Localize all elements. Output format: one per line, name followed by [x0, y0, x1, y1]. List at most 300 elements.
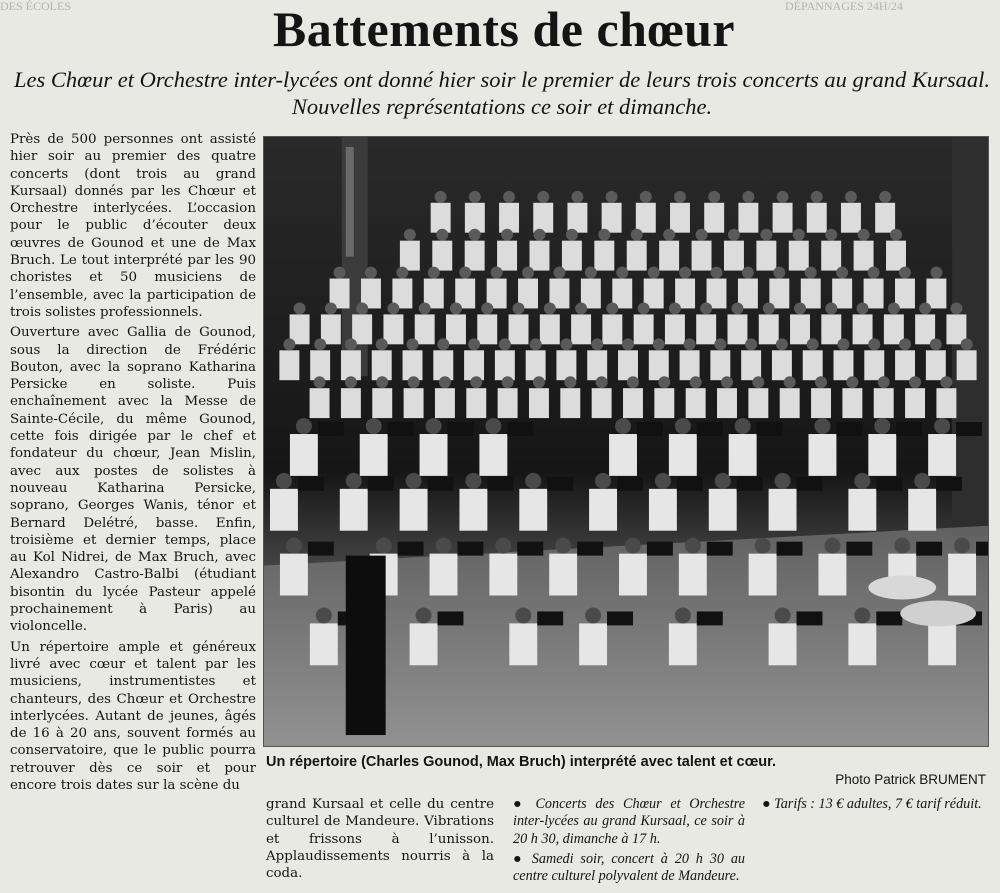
chorister-head [314, 376, 326, 388]
musician-head [406, 473, 422, 489]
chorister-figure [627, 241, 647, 271]
photo-caption: Un répertoire (Charles Gounod, Max Bruch) interprété avec talent et cœur. [266, 754, 777, 770]
chorister-head [679, 267, 691, 279]
chorister-figure [884, 314, 904, 344]
musician-figure [579, 623, 607, 665]
chorister-head [530, 338, 542, 350]
music-stand [916, 542, 942, 556]
chorister-head [878, 376, 890, 388]
chorister-head [387, 302, 399, 314]
chorister-figure [464, 350, 484, 380]
chorister-head [459, 267, 471, 279]
musician-head [485, 418, 501, 434]
music-stand [876, 477, 902, 491]
musician-head [436, 538, 452, 554]
chorister-figure [431, 203, 451, 233]
musician-head [655, 473, 671, 489]
chorister-head [784, 376, 796, 388]
chorister-head [469, 229, 481, 241]
music-stand [577, 542, 603, 556]
adjacent-right-text: DÉPANNAGES 24H/24 [785, 0, 903, 13]
musician-figure [290, 434, 318, 476]
musician-figure [310, 623, 338, 665]
chorister-figure [905, 388, 925, 418]
info-column [513, 796, 745, 893]
music-stand [647, 542, 673, 556]
info-text: Samedi soir, concert à 20 h 30 au centre culturel polyvalent de Mandeure. [513, 850, 745, 885]
paragraph: grand Kursaal et celle du centre culturel de Mandeure. Vibrations et frissons à l’unisson. Applaudissements nourris à la coda. [266, 797, 494, 882]
chorister-head [752, 376, 764, 388]
conductor-figure [346, 556, 386, 735]
chorister-head [436, 229, 448, 241]
chorister-figure [567, 203, 587, 233]
chorister-head [708, 191, 720, 203]
chorister-figure [895, 350, 915, 380]
chorister-figure [790, 314, 810, 344]
chorister-head [663, 229, 675, 241]
chorister-head [606, 302, 618, 314]
chorister-head [745, 338, 757, 350]
music-stand [836, 422, 862, 436]
photo-credit: Photo Patrick BRUMENT [835, 772, 986, 787]
chorister-head [640, 191, 652, 203]
chorister-head [890, 229, 902, 241]
chorister-figure [936, 388, 956, 418]
chorister-head [469, 191, 481, 203]
chorister-figure [602, 314, 622, 344]
chorister-head [404, 229, 416, 241]
chorister-head [868, 338, 880, 350]
chorister-figure [654, 388, 674, 418]
chorister-head [345, 338, 357, 350]
musician-figure [769, 489, 797, 531]
musician-figure [948, 554, 976, 596]
chorister-figure [649, 350, 669, 380]
chorister-figure [530, 241, 550, 271]
musician-head [595, 473, 611, 489]
adjacent-article-bleed [0, 0, 225, 62]
chorister-head [345, 376, 357, 388]
musician-head [296, 418, 312, 434]
musician-figure [280, 554, 308, 596]
chorister-figure [415, 314, 435, 344]
chorister-head [961, 338, 973, 350]
chorister-head [491, 267, 503, 279]
musician-figure [430, 554, 458, 596]
chorister-head [700, 302, 712, 314]
chorister-head [696, 229, 708, 241]
chorister-figure [772, 350, 792, 380]
chorister-figure [738, 203, 758, 233]
chorister-head [435, 191, 447, 203]
music-stand [697, 611, 723, 625]
chorister-head [560, 338, 572, 350]
headline: Battements de chœur [272, 1, 736, 57]
music-stand [846, 542, 872, 556]
music-stand [517, 542, 543, 556]
musician-figure [928, 623, 956, 665]
chorister-figure [509, 314, 529, 344]
chorister-head [899, 267, 911, 279]
chorister-figure [498, 388, 518, 418]
chorister-figure [310, 388, 330, 418]
chorister-figure [807, 203, 827, 233]
chorister-head [522, 267, 534, 279]
info-column-continued [762, 796, 990, 893]
chorister-head [825, 302, 837, 314]
chorister-head [742, 191, 754, 203]
chorister-head [909, 376, 921, 388]
chorister-head [631, 229, 643, 241]
chorister-head [622, 338, 634, 350]
chorister-head [930, 267, 942, 279]
chorister-figure [435, 388, 455, 418]
chorister-figure [372, 388, 392, 418]
music-stand [697, 422, 723, 436]
chorister-head [428, 267, 440, 279]
chorister-figure [341, 388, 361, 418]
chorister-head [314, 338, 326, 350]
info-item [513, 796, 745, 848]
bullet-icon: ● [513, 850, 525, 867]
chorister-figure [526, 350, 546, 380]
chorister-head [283, 338, 295, 350]
chorister-figure [602, 203, 622, 233]
music-stand [457, 542, 483, 556]
musician-head [685, 538, 701, 554]
chorister-figure [957, 350, 977, 380]
chorister-head [591, 338, 603, 350]
paragraph: Près de 500 personnes ont assisté hier soir au premier des quatre concerts (dont trois au grand Kursaal) donnés par les Chœur et Orchestre interlycées. L’occasion pour le public d’écouter deux œuvres de Gounod et une de Max Bruch. Le tout interprété par les 90 choristes et 50 musiciens de l’ensemble, avec la participation de trois solistes professionnels. [10, 132, 256, 320]
chorister-figure [403, 350, 423, 380]
musician-head [814, 418, 830, 434]
chorister-head [439, 376, 451, 388]
chorister-figure [680, 350, 700, 380]
chorister-head [846, 376, 858, 388]
body-column-continued [266, 796, 494, 893]
chorister-figure [433, 350, 453, 380]
chorister-figure [686, 388, 706, 418]
chorister-figure [841, 203, 861, 233]
chorister-figure [875, 203, 895, 233]
chorister-head [690, 376, 702, 388]
chorister-figure [594, 241, 614, 271]
musician-figure [749, 554, 777, 596]
musician-head [426, 418, 442, 434]
concert-photo [263, 136, 989, 747]
chorister-figure [854, 241, 874, 271]
chorister-head [845, 191, 857, 203]
chorister-figure [874, 388, 894, 418]
music-stand [976, 542, 988, 556]
music-stand [896, 422, 922, 436]
chorister-head [728, 229, 740, 241]
music-stand [737, 477, 763, 491]
musician-figure [729, 434, 757, 476]
chorister-figure [623, 388, 643, 418]
chorister-figure [446, 314, 466, 344]
musician-head [954, 538, 970, 554]
chorister-head [777, 191, 789, 203]
musician-head [376, 538, 392, 554]
musician-head [316, 607, 332, 623]
music-stand [487, 477, 513, 491]
chorister-figure [704, 203, 724, 233]
chorister-head [807, 338, 819, 350]
chorister-head [585, 267, 597, 279]
chorister-head [499, 338, 511, 350]
musician-head [525, 473, 541, 489]
chorister-head [793, 229, 805, 241]
music-stand [677, 477, 703, 491]
chorister-figure [696, 314, 716, 344]
timpani-drum [868, 576, 936, 600]
chorister-figure [834, 350, 854, 380]
chorister-head [598, 229, 610, 241]
chorister-figure [741, 350, 761, 380]
musician-figure [669, 623, 697, 665]
chorister-head [503, 191, 515, 203]
chorister-head [502, 376, 514, 388]
music-stand [398, 542, 424, 556]
chorister-head [356, 302, 368, 314]
chorister-figure [803, 350, 823, 380]
chorister-figure [636, 203, 656, 233]
chorister-figure [310, 350, 330, 380]
musician-head [615, 418, 631, 434]
chorister-head [470, 376, 482, 388]
chorister-figure [529, 388, 549, 418]
chorister-head [534, 229, 546, 241]
chorister-figure [587, 350, 607, 380]
chorister-figure [465, 241, 485, 271]
chorister-figure [710, 350, 730, 380]
chorister-head [811, 191, 823, 203]
musician-head [755, 538, 771, 554]
musician-head [715, 473, 731, 489]
chorister-head [419, 302, 431, 314]
music-stand [388, 422, 414, 436]
musician-head [675, 607, 691, 623]
chorister-head [773, 267, 785, 279]
chorister-head [606, 191, 618, 203]
musician-head [914, 473, 930, 489]
chorister-figure [383, 314, 403, 344]
chorister-head [627, 376, 639, 388]
musician-figure [649, 489, 677, 531]
chorister-figure [352, 314, 372, 344]
music-stand [318, 422, 344, 436]
musician-figure [420, 434, 448, 476]
musician-head [366, 418, 382, 434]
chorister-figure [748, 388, 768, 418]
musician-figure [340, 489, 368, 531]
chorister-head [838, 338, 850, 350]
musician-head [625, 538, 641, 554]
musician-head [346, 473, 362, 489]
musician-head [775, 473, 791, 489]
chorister-head [537, 191, 549, 203]
chorister-figure [789, 241, 809, 271]
chorister-figure [692, 241, 712, 271]
chorister-head [450, 302, 462, 314]
musician-figure [400, 489, 428, 531]
chorister-figure [811, 388, 831, 418]
chorister-head [858, 229, 870, 241]
chorister-head [711, 267, 723, 279]
chorister-head [575, 302, 587, 314]
musician-figure [519, 489, 547, 531]
music-stand [537, 611, 563, 625]
chorister-figure [592, 388, 612, 418]
music-stand [547, 477, 573, 491]
chorister-figure [886, 241, 906, 271]
chorister-figure [724, 241, 744, 271]
chorister-head [940, 376, 952, 388]
musician-figure [679, 554, 707, 596]
chorister-head [408, 376, 420, 388]
chorister-head [857, 302, 869, 314]
chorister-head [899, 338, 911, 350]
musician-head [555, 538, 571, 554]
chorister-figure [926, 350, 946, 380]
musician-head [465, 473, 481, 489]
music-stand [308, 542, 334, 556]
chorister-head [731, 302, 743, 314]
chorister-figure [533, 203, 553, 233]
chorister-head [533, 376, 545, 388]
bullet-icon: ● [762, 796, 771, 812]
music-stand [428, 477, 454, 491]
chorister-figure [556, 350, 576, 380]
chorister-figure [497, 241, 517, 271]
chorister-head [879, 191, 891, 203]
chorister-head [763, 302, 775, 314]
chorister-figure [853, 314, 873, 344]
music-stand [617, 477, 643, 491]
musician-head [675, 418, 691, 434]
chorister-head [376, 338, 388, 350]
chorister-figure [864, 279, 884, 309]
chorister-figure [499, 203, 519, 233]
chorister-head [616, 267, 628, 279]
musician-figure [769, 623, 797, 665]
paragraph: Ouverture avec Gallia de Gounod, sous la direction de Frédéric Bouton, avec la soprano Katharina Persicke en soliste. Puis enchaînement avec la Messe de Sainte-Cécile, du même Gounod, cette fois dirigée par le chef et fondateur du chœur, Jean Mislin, avec aux postes de solistes à nouveau Katharina Persicke, soprano, Georges Wanis, ténor et Bernard Delétré, basse. Enfin, troisième et dernier temps, place au Kol Nidrei, de Max Bruch, avec Alexandro Castro-Balbi (étudiant bisontin du lycée Pasteur appelé prochainement à Paris) au violoncelle. [10, 325, 256, 635]
chorister-head [648, 267, 660, 279]
chorister-figure [821, 314, 841, 344]
musician-figure [410, 623, 438, 665]
chorister-figure [400, 241, 420, 271]
chorister-head [544, 302, 556, 314]
musician-figure [818, 554, 846, 596]
musician-figure [360, 434, 388, 476]
musician-figure [479, 434, 507, 476]
chorister-figure [571, 314, 591, 344]
chorister-figure [727, 314, 747, 344]
musician-figure [489, 554, 517, 596]
adjacent-ad-bleed [785, 0, 1000, 62]
chorister-figure [562, 241, 582, 271]
musician-figure [270, 489, 298, 531]
music-stand [936, 477, 962, 491]
musician-head [874, 418, 890, 434]
musician-head [416, 607, 432, 623]
chorister-figure [780, 388, 800, 418]
music-stand [447, 422, 473, 436]
chorister-head [930, 338, 942, 350]
chorister-figure [895, 279, 915, 309]
music-stand [298, 477, 324, 491]
chorister-head [836, 267, 848, 279]
chorister-head [868, 267, 880, 279]
music-stand [797, 477, 823, 491]
info-text: Tarifs : 13 € adultes, 7 € tarif réduit. [774, 796, 982, 812]
music-stand [368, 477, 394, 491]
musician-figure [589, 489, 617, 531]
musician-head [854, 607, 870, 623]
chorister-head [950, 302, 962, 314]
chorister-head [564, 376, 576, 388]
chorister-figure [773, 203, 793, 233]
info-text: Concerts des Chœur et Orchestre inter-lycées au grand Kursaal, ce soir à 20 h 30, dimanche à 17 h. [513, 796, 745, 847]
choir-orchestra-image [264, 137, 988, 746]
chorister-head [437, 338, 449, 350]
chorister-head [501, 229, 513, 241]
musician-head [735, 418, 751, 434]
musician-head [934, 418, 950, 434]
musician-figure [549, 554, 577, 596]
musician-head [495, 538, 511, 554]
chorister-head [638, 302, 650, 314]
chorister-head [365, 267, 377, 279]
info-item [513, 851, 745, 886]
chorister-head [714, 338, 726, 350]
musician-head [775, 607, 791, 623]
musician-figure [509, 623, 537, 665]
musician-figure [709, 489, 737, 531]
chorister-head [684, 338, 696, 350]
chorister-figure [634, 314, 654, 344]
chorister-figure [372, 350, 392, 380]
chorister-head [658, 376, 670, 388]
chorister-figure [465, 203, 485, 233]
chorister-head [294, 302, 306, 314]
chorister-figure [466, 388, 486, 418]
chorister-head [566, 229, 578, 241]
musician-figure [609, 434, 637, 476]
timpani-drum [900, 600, 976, 626]
chorister-head [481, 302, 493, 314]
musician-figure [848, 489, 876, 531]
chorister-head [742, 267, 754, 279]
chorister-figure [618, 350, 638, 380]
chorister-figure [341, 350, 361, 380]
bullet-icon: ● [513, 796, 527, 812]
musician-figure [868, 434, 896, 476]
chorister-figure [540, 314, 560, 344]
music-stand [956, 422, 982, 436]
chorister-head [760, 229, 772, 241]
musician-figure [908, 489, 936, 531]
music-stand [797, 611, 823, 625]
chorister-head [825, 229, 837, 241]
chorister-head [396, 267, 408, 279]
chorister-figure [756, 241, 776, 271]
musician-head [515, 607, 531, 623]
music-stand [777, 542, 803, 556]
musician-figure [808, 434, 836, 476]
chorister-head [805, 267, 817, 279]
